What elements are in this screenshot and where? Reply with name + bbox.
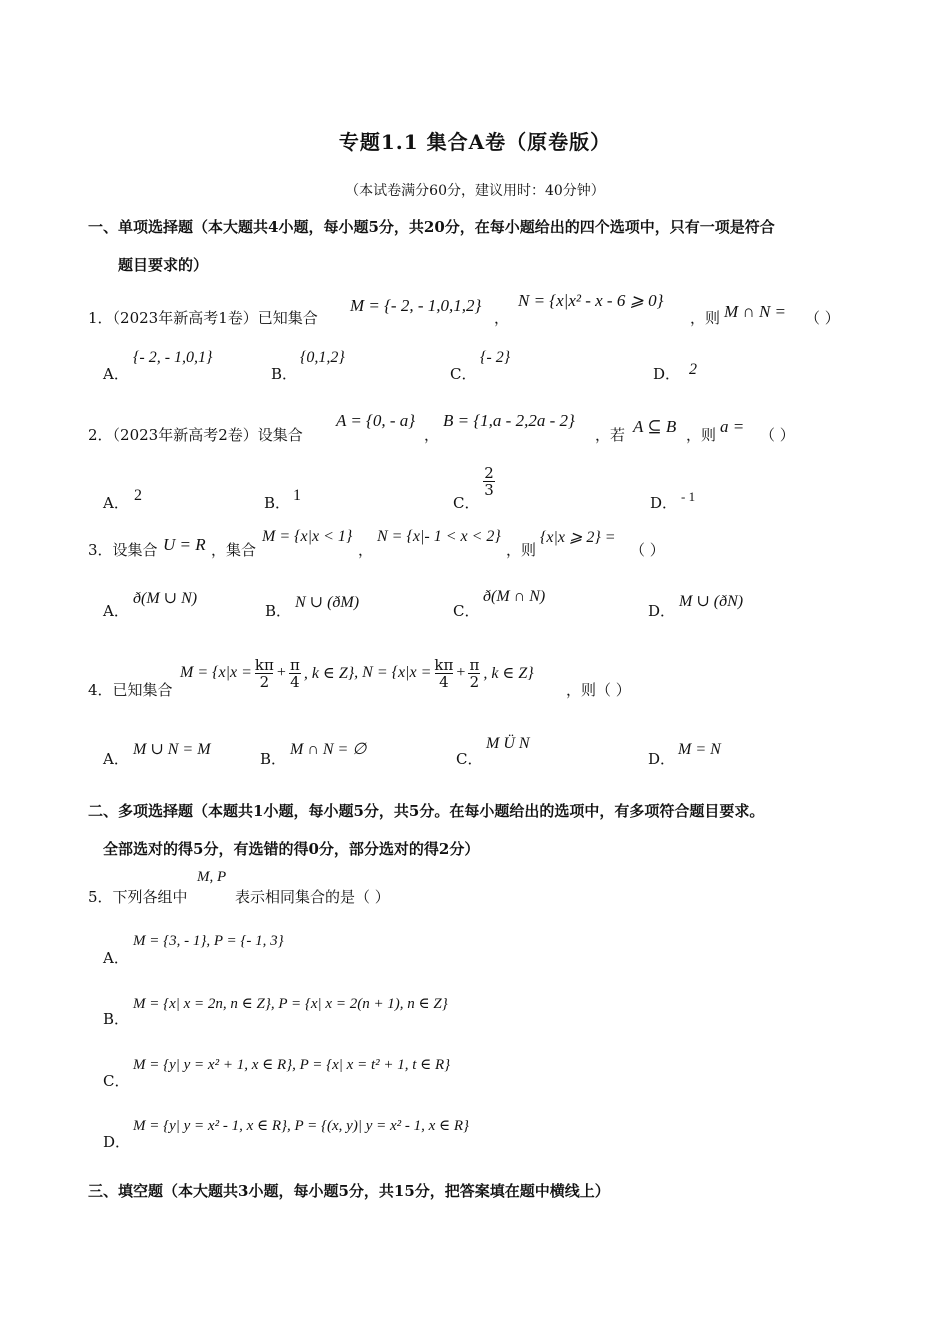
q4-option-d-label: D． — [648, 750, 676, 768]
q4-option-c: M Ü N — [486, 735, 530, 752]
question-3-set-n: N = {x|- 1 < x < 2} — [377, 528, 501, 545]
q1-option-b-label: B． — [271, 365, 298, 383]
question-5-lead: 5．下列各组中 — [88, 888, 188, 906]
q1-option-a-label: A． — [103, 365, 129, 383]
q4-set-m-post: , k ∈ Z} — [303, 665, 355, 682]
q3-option-b: N ∪ (ðM) — [295, 594, 360, 611]
q5-option-b-label: B． — [103, 1010, 130, 1028]
q3-option-d-label: D． — [648, 602, 676, 620]
q4-option-a-label: A． — [103, 750, 129, 768]
q5-option-d-label: D． — [103, 1133, 131, 1151]
q5-option-c: M = {y| y = x² + 1, x ∈ R}, P = {x| x = t² + 1, t ∈ R} — [133, 1057, 451, 1073]
question-2-blank: （ ） — [760, 426, 795, 444]
q4-set-n-post: , k ∈ Z} — [483, 665, 534, 682]
q3-option-d: M ∪ (ðN) — [679, 593, 744, 610]
question-2-cond: A ⊆ B — [633, 417, 677, 436]
q4-option-b-label: B． — [260, 750, 287, 768]
question-4-tail: ，则（ ） — [566, 681, 631, 699]
question-2-set-a: A = {0, - a} — [336, 411, 416, 430]
q5-option-c-label: C． — [103, 1072, 130, 1090]
question-5-tail: 表示相同集合的是（ ） — [235, 888, 390, 906]
q4-m-frac1-num: kπ — [254, 655, 274, 674]
q1-option-a: {- 2, - 1,0,1} — [133, 349, 213, 366]
page-title: 专题1.1 集合A卷（原卷版） — [338, 130, 612, 154]
q4-option-a: M ∪ N = M — [133, 741, 211, 758]
q4-option-b: M ∩ N = ∅ — [290, 741, 367, 758]
question-3-tail-pre: ，则 — [506, 541, 537, 559]
q4-m-frac1-den: 2 — [259, 672, 270, 691]
q3-option-a-label: A． — [103, 602, 129, 620]
question-1-sep: ， — [494, 309, 510, 327]
section-1-heading-cont: 题目要求的） — [118, 256, 209, 274]
q2-option-c-label: C． — [453, 494, 480, 512]
q2-option-c-denominator: 3 — [484, 481, 494, 499]
question-4-sets — [180, 651, 534, 695]
question-3-lead: 3．设集合 — [88, 541, 158, 559]
question-1-expr: M ∩ N = — [724, 302, 786, 321]
q2-option-a-label: A． — [103, 494, 129, 512]
question-3-sep: ， — [358, 541, 374, 559]
q4-n-frac2-num: π — [469, 655, 480, 674]
q4-n-frac2-den: 2 — [469, 672, 480, 691]
q3-option-c-label: C． — [453, 602, 480, 620]
q4-set-m-pre: M = {x|x = — [180, 664, 252, 681]
question-3-blank: （ ） — [630, 541, 665, 559]
question-4-lead: 4．已知集合 — [88, 681, 173, 699]
question-2-sep: ， — [424, 426, 440, 444]
q2-option-d: - 1 — [681, 489, 696, 504]
plus-sign: + — [276, 664, 286, 681]
question-2-expr: a = — [720, 417, 745, 436]
question-1-set-m: M = {- 2, - 1,0,1,2} — [350, 296, 482, 315]
question-3-universe: U = R — [163, 535, 206, 554]
q1-option-c-label: C． — [450, 365, 477, 383]
question-2-mid: ，若 — [595, 426, 626, 444]
section-3-heading: 三、填空题（本大题共3小题，每小题5分，共15分，把答案填在题中横线上） — [88, 1182, 610, 1200]
question-1-tail-pre: ，则 — [690, 309, 721, 327]
question-1-blank: （ ） — [805, 309, 840, 327]
q4-option-c-label: C． — [456, 750, 483, 768]
q3-option-a: ð(M ∪ N) — [133, 590, 198, 607]
q1-option-b: {0,1,2} — [300, 349, 345, 366]
question-5-vars: M, P — [197, 869, 227, 885]
q4-option-d: M = N — [678, 741, 721, 758]
q5-option-a-label: A． — [103, 949, 129, 967]
section-2-heading: 二、多项选择题（本题共1小题，每小题5分，共5分。在每小题给出的选项中，有多项符合题目要求。 — [88, 802, 765, 820]
q3-option-b-label: B． — [265, 602, 292, 620]
question-1-lead: 1．（2023年新高考1卷）已知集合 — [88, 309, 318, 327]
question-2-lead: 2．（2023年新高考2卷）设集合 — [88, 426, 303, 444]
q4-m-frac2-den: 4 — [290, 672, 300, 691]
q2-option-c-numerator: 2 — [484, 464, 494, 482]
q1-option-d-label: D． — [653, 365, 681, 383]
q2-option-a: 2 — [134, 487, 142, 504]
q4-set-n-pre: , N = {x|x = — [354, 664, 432, 681]
question-3-expr: {x|x ⩾ 2} = — [540, 529, 616, 546]
q1-option-d: 2 — [689, 361, 697, 378]
section-1-heading: 一、单项选择题（本大题共4小题，每小题5分，共20分，在每小题给出的四个选项中，只有一项是符合 — [88, 218, 775, 236]
q5-option-d: M = {y| y = x² - 1, x ∈ R}, P = {(x, y)| y = x² - 1, x ∈ R} — [133, 1118, 470, 1134]
q4-n-frac1-num: kπ — [434, 655, 454, 674]
q4-n-frac1-den: 4 — [439, 672, 449, 691]
question-2-tail-pre: ，则 — [686, 426, 717, 444]
q2-option-b-label: B． — [264, 494, 291, 512]
q5-option-a: M = {3, - 1}, P = {- 1, 3} — [133, 933, 284, 949]
q4-m-frac2-num: π — [289, 655, 300, 674]
plus-sign: + — [456, 664, 466, 681]
q2-option-c-fraction — [483, 463, 495, 498]
question-2-set-b: B = {1,a - 2,2a - 2} — [443, 411, 575, 430]
question-3-mid: ，集合 — [211, 541, 257, 559]
section-2-heading-cont: 全部选对的得5分，有选错的得0分，部分选对的得2分） — [103, 840, 480, 858]
q2-option-b: 1 — [293, 487, 301, 504]
q3-option-c: ð(M ∩ N) — [483, 588, 546, 605]
page-subtitle: （本试卷满分60分，建议用时：40分钟） — [345, 183, 605, 199]
question-1-set-n: N = {x|x² - x - 6 ⩾ 0} — [518, 291, 664, 310]
q5-option-b: M = {x| x = 2n, n ∈ Z}, P = {x| x = 2(n + 1), n ∈ Z} — [133, 996, 448, 1012]
question-3-set-m: M = {x|x < 1} — [262, 528, 353, 545]
q1-option-c: {- 2} — [480, 349, 511, 366]
q2-option-d-label: D． — [650, 494, 678, 512]
